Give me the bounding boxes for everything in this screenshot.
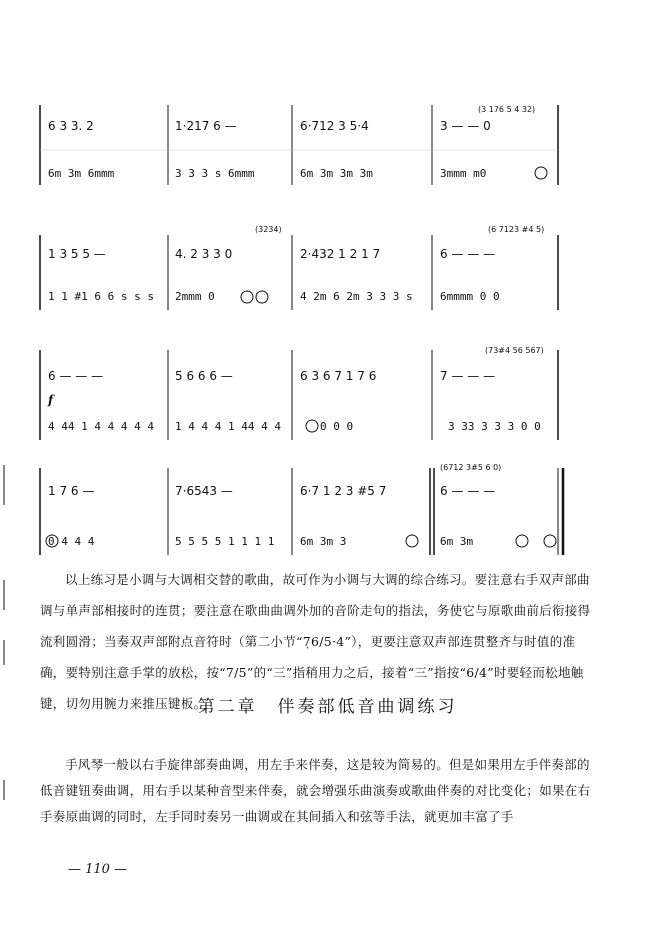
measure-bass: 3 3 3 s 6mmm (175, 167, 255, 180)
measure-melody: 1·217 6 — (175, 119, 237, 133)
ossia-passage: (3234) (255, 225, 282, 234)
measure-bass: 6mmmm 0 0 (440, 290, 500, 303)
measure-bass: 0 4 4 4 (48, 535, 95, 548)
circled-bass-mark (544, 535, 556, 547)
measure-melody: 7·6543 — (175, 484, 233, 498)
measure-melody: 1 7 6 — (48, 484, 95, 498)
measure-bass: 1 1 #1 6 6 s s s (48, 290, 154, 303)
measure-bass: 6m 3m (440, 535, 474, 548)
measure-melody: 3 — — 0 (440, 119, 491, 133)
score-system-1 (40, 105, 558, 185)
measure-melody: 6 3 6 7 1 7 6 (300, 369, 377, 383)
measure-melody: 6·712 3 5·4 (300, 119, 369, 133)
measure-melody: 2·432 1 2 1 7 (300, 247, 381, 261)
measure-melody: 1 3 5 5 — (48, 247, 106, 261)
chapter-title: 第二章 伴奏部低音曲调练习 (197, 697, 458, 717)
dynamic-marking: f (48, 393, 54, 407)
measure-melody: 4. 2 3 3 0 (175, 247, 233, 261)
measure-bass: 3 33 3 3 3 0 0 (448, 420, 541, 433)
score-system-3 (40, 346, 558, 440)
measure-bass: 0 0 0 (320, 420, 354, 433)
measure-melody: 6 — — — (440, 484, 496, 498)
measure-bass: 4 2m 6 2m 3 3 3 s (300, 290, 413, 303)
score-system-2 (40, 225, 558, 310)
circled-bass-mark (241, 291, 253, 303)
body-paragraph-1: 以上练习是小调与大调相交替的歌曲，故可作为小调与大调的综合练习。要注意右手双声部曲调与单声部相接时的连贯；要注意在歌曲曲调外加的音阶走句的指法，务使它与原歌曲前后衔接得流利圆滑；当奏双声部附点音符时（第二小节“7̣6/5·4”），更要注意双声部连贯整齐与时值的准确，要特别注意手掌的放松，按“7/5”的“三”指稍用力之后，接着“三”指按“6/4”时要轻而松地触键，切勿用腕力来推压键板。 (40, 572, 591, 711)
measure-bass: 6m 3m 6mmm (48, 167, 115, 180)
measure-melody: 6 — — — (48, 369, 104, 383)
circled-bass-mark (516, 535, 528, 547)
body-paragraph-2: 手风琴一般以右手旋律部奏曲调，用左手来伴奏，这是较为简易的。但是如果用左手伴奏部的低音键钮奏曲调，用右手以某种音型来伴奏，就会增强乐曲演奏或歌曲伴奏的对比变化；如果在右手奏原曲调的同时，左手同时奏另一曲调或在其间插入和弦等手法，就更加丰富了手 (40, 757, 591, 824)
measure-bass: 2mmm 0 (175, 290, 215, 303)
measure-melody: 6 — — — (440, 247, 496, 261)
page-number: — 110 — (68, 862, 128, 877)
circled-bass-mark (306, 420, 318, 432)
measure-melody: 6 3 3. 2 (48, 119, 94, 133)
measure-bass: 3mmm m0 (440, 167, 487, 180)
circled-bass-mark (406, 535, 418, 547)
ossia-passage: (6 7123 #4 5) (488, 225, 545, 234)
measure-bass: 4 44 1 4 4 4 4 4 (48, 420, 154, 433)
measure-melody: 6·7 1 2 3 #5 7 (300, 484, 387, 498)
measure-bass: 1 4 4 4 1 44 4 4 (175, 420, 281, 433)
circled-bass-mark (256, 291, 268, 303)
measure-bass: 6m 3m 3 (300, 535, 347, 548)
score-system-4 (40, 463, 563, 555)
circled-bass-mark (535, 167, 547, 179)
measure-melody: 7 — — — (440, 369, 496, 383)
ossia-passage: (3 176 5 4 32) (478, 105, 536, 114)
measure-bass: 5 5 5 5 1 1 1 1 (175, 535, 275, 548)
ossia-passage: (73#4 56 567) (485, 346, 544, 355)
measure-bass: 6m 3m 3m 3m (300, 167, 373, 180)
binding-margin-marks (0, 0, 20, 928)
measure-melody: 5 6 6 6 — (175, 369, 233, 383)
ossia-passage: (6712 3#5 6 0) (440, 463, 502, 472)
